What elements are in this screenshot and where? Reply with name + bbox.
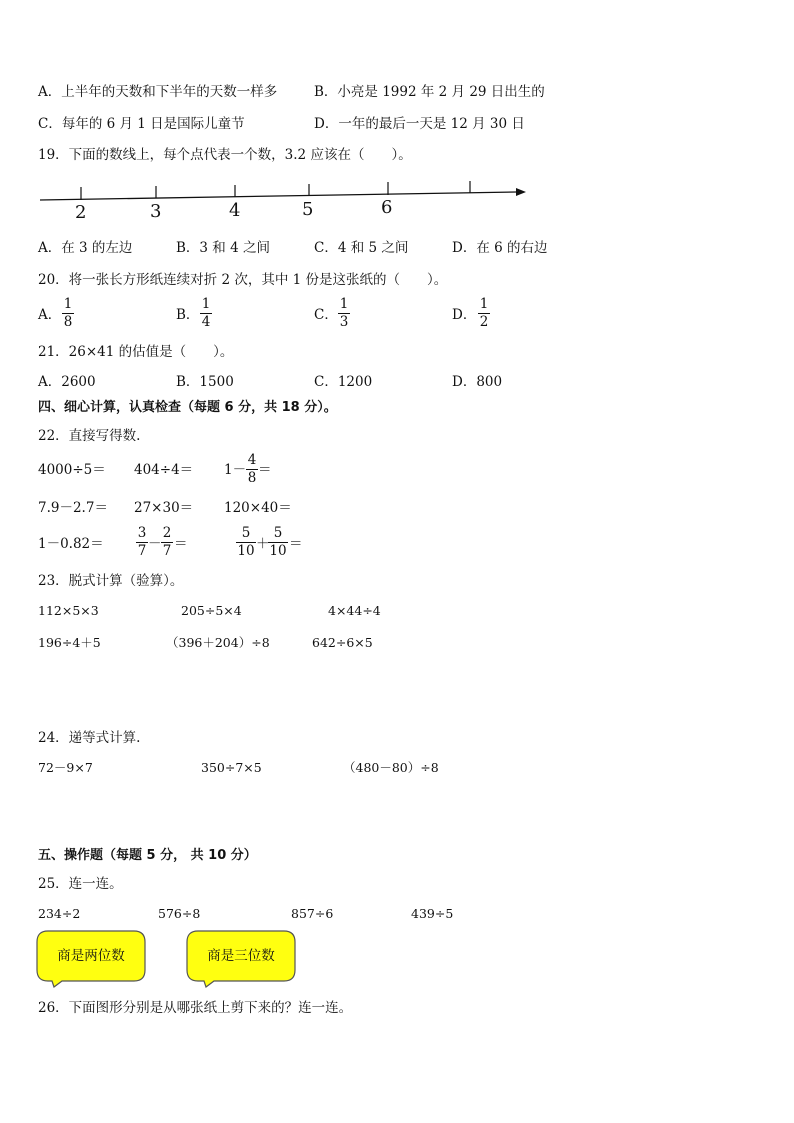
q20-option-c-letter: C． xyxy=(314,307,338,323)
q20-option-a-letter: A． xyxy=(38,307,62,323)
q18-option-a: A．上半年的天数和下半年的天数一样多 xyxy=(38,84,278,100)
q19-stem: 19．下面的数线上，每个点代表一个数，3.2 应该在（ ）。 xyxy=(38,147,412,163)
tick-label-2: 2 xyxy=(75,202,87,223)
q24-item-3: （480－80）÷8 xyxy=(343,760,439,775)
q20-stem: 20．将一张长方形纸连续对折 2 次，其中 1 份是这张纸的（ ）。 xyxy=(38,272,448,288)
q19-option-b: B．3 和 4 之间 xyxy=(176,240,270,256)
q18-option-d: D．一年的最后一天是 12 月 30 日 xyxy=(314,116,525,132)
q22-r3c2-op: － xyxy=(148,536,162,552)
q22-r3c3-op: ＋ xyxy=(256,536,270,552)
q25-item-4: 439÷5 xyxy=(411,906,454,921)
q22-r2c3: 120×40＝ xyxy=(224,500,292,516)
q21-option-d: D．800 xyxy=(452,374,503,390)
q22-r1c2: 404÷4＝ xyxy=(134,462,194,478)
q21-option-a: A．2600 xyxy=(38,374,96,390)
section5-heading: 五、操作题（每题 5 分， 共 10 分） xyxy=(38,848,257,863)
q19-option-d: D．在 6 的右边 xyxy=(452,240,548,256)
q26-stem: 26．下面图形分别是从哪张纸上剪下来的？连一连。 xyxy=(38,1000,353,1016)
q18-option-c: C．每年的 6 月 1 日是国际儿童节 xyxy=(38,116,245,132)
q20-option-d-fraction: 1 2 xyxy=(479,296,489,330)
q22-r3c2-frac1: 3 7 xyxy=(137,525,147,559)
q21-option-c: C．1200 xyxy=(314,374,373,390)
q22-stem: 22．直接写得数. xyxy=(38,428,141,444)
q23-r1c1: 112×5×3 xyxy=(38,603,99,618)
q19-option-a: A．在 3 的左边 xyxy=(38,240,133,256)
q23-r2c1: 196÷4＋5 xyxy=(38,635,101,650)
q23-r1c2: 205÷5×4 xyxy=(181,603,242,618)
q20-option-d-letter: D． xyxy=(452,307,477,323)
q22-r3c2-eq: ＝ xyxy=(174,536,188,552)
q22-r1c3-fraction: 4 8 xyxy=(247,452,257,486)
number-line xyxy=(36,178,530,226)
tick-label-5: 5 xyxy=(302,199,314,220)
q25-item-2: 576÷8 xyxy=(158,906,201,921)
q22-r3c2-frac2: 2 7 xyxy=(162,525,172,559)
section4-heading: 四、细心计算，认真检查（每题 6 分，共 18 分）。 xyxy=(38,400,337,415)
q18-option-b: B．小亮是 1992 年 2 月 29 日出生的 xyxy=(314,84,545,100)
q24-item-1: 72－9×7 xyxy=(38,760,93,775)
q21-stem: 21．26×41 的估值是（ ）。 xyxy=(38,344,234,360)
q22-r3c3-frac1: 5 10 xyxy=(237,525,255,559)
q22-r2c2: 27×30＝ xyxy=(134,500,194,516)
tick-label-4: 4 xyxy=(229,200,241,221)
q23-r1c3: 4×44÷4 xyxy=(328,603,381,618)
q22-r2c1: 7.9－2.7＝ xyxy=(38,500,108,516)
q22-r1c3-pre: 1－ xyxy=(224,462,247,478)
q25-item-1: 234÷2 xyxy=(38,906,81,921)
q20-option-b-fraction: 1 4 xyxy=(201,296,211,330)
q24-stem: 24．递等式计算. xyxy=(38,730,141,746)
callout-three-digit[interactable]: 商是三位数 xyxy=(207,948,275,964)
q22-r1c1: 4000÷5＝ xyxy=(38,462,106,478)
q25-stem: 25．连一连。 xyxy=(38,876,123,892)
q20-option-c-fraction: 1 3 xyxy=(339,296,349,330)
tick-label-3: 3 xyxy=(150,201,162,222)
q22-r3c1: 1－0.82＝ xyxy=(38,536,104,552)
q23-stem: 23．脱式计算（验算）。 xyxy=(38,573,184,589)
q20-option-b-letter: B． xyxy=(176,307,200,323)
q22-r3c3-frac2: 5 10 xyxy=(269,525,287,559)
tick-label-6: 6 xyxy=(381,197,393,218)
q24-item-2: 350÷7×5 xyxy=(201,760,262,775)
q23-r2c3: 642÷6×5 xyxy=(312,635,373,650)
q22-r3c3-eq: ＝ xyxy=(289,536,303,552)
q20-option-a-fraction: 1 8 xyxy=(63,296,73,330)
callout-two-digit[interactable]: 商是两位数 xyxy=(57,948,125,964)
q21-option-b: B．1500 xyxy=(176,374,234,390)
q25-item-3: 857÷6 xyxy=(291,906,334,921)
q19-option-c: C．4 和 5 之间 xyxy=(314,240,409,256)
q23-r2c2: （396＋204）÷8 xyxy=(166,635,270,650)
q22-r1c3-eq: ＝ xyxy=(258,462,272,478)
